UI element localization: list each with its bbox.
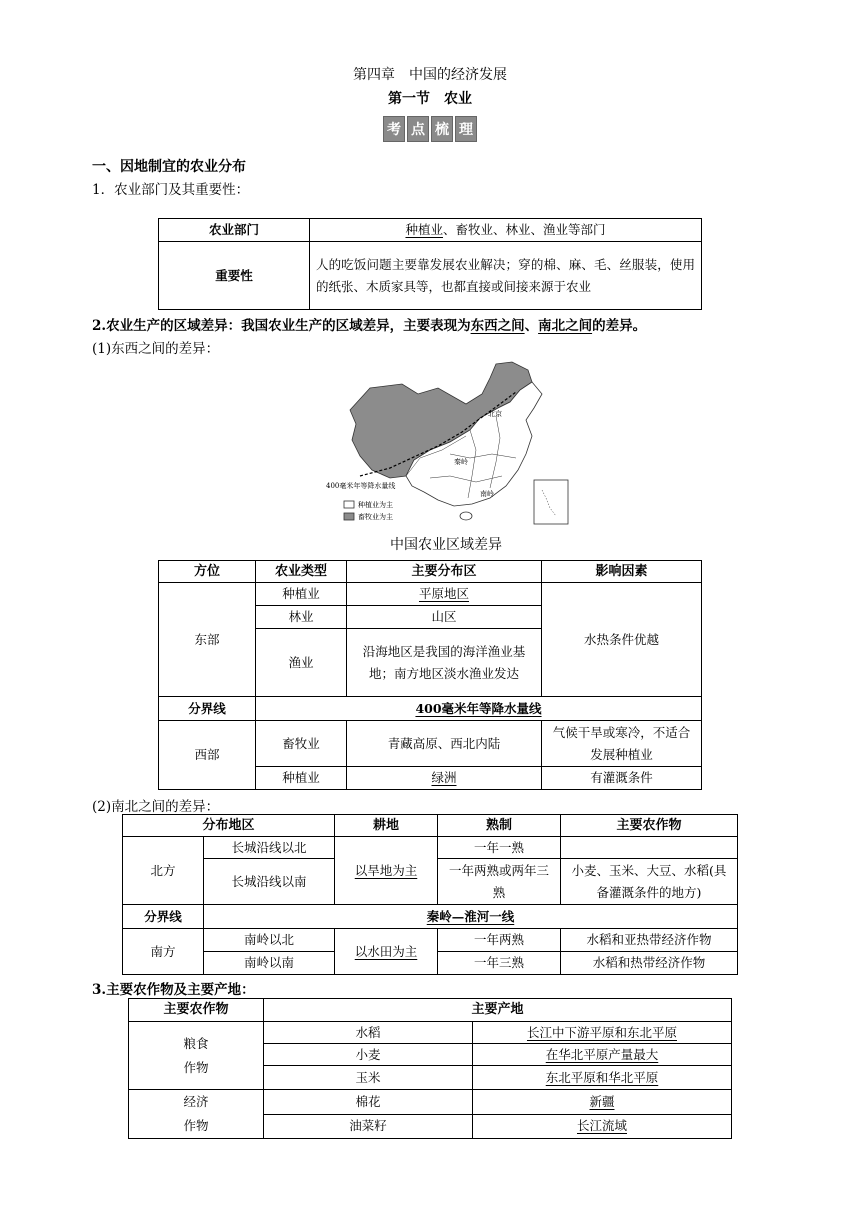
cell-econ: 经济作物 [129, 1090, 264, 1139]
cell-main [561, 837, 738, 859]
cell-north: 北方 [123, 837, 204, 905]
cell-area: 青藏高原、西北内陆 [347, 721, 542, 767]
col-header: 方位 [159, 561, 256, 583]
cell-factor: 气候干旱或寒冷，不适合发展种植业 [542, 721, 702, 767]
cell-crop: 玉米 [264, 1066, 473, 1090]
col-header: 农业类型 [256, 561, 347, 583]
cell-area: 长江流域 [473, 1114, 732, 1139]
col-header: 主要农作物 [561, 815, 738, 837]
cell-area: 长江中下游平原和东北平原 [473, 1022, 732, 1044]
col-header: 影响因素 [542, 561, 702, 583]
table-north-south [122, 814, 738, 975]
section-badge [0, 116, 860, 142]
table-sectors [158, 218, 702, 310]
cell-crop: 油菜籽 [264, 1114, 473, 1139]
map-caption: 中国农业区域差异 [390, 537, 502, 553]
cell-area: 南岭以南 [204, 952, 335, 975]
cell-land: 以旱地为主 [335, 837, 438, 905]
label-beijing: 北京 [488, 410, 502, 418]
cell-area: 沿海地区是我国的海洋渔业基地；南方地区淡水渔业发达 [347, 629, 542, 697]
badge-char: 梳 [431, 116, 453, 142]
cell-south: 南方 [123, 929, 204, 975]
item-2-2: (2)南北之间的差异： [92, 799, 220, 815]
cell-crop: 一年两熟 [438, 929, 561, 952]
cell-west: 西部 [159, 721, 256, 790]
cell-area: 山区 [347, 606, 542, 629]
south-sea-inset [534, 480, 568, 524]
item-3: 3.主要农作物及主要产地： [92, 982, 255, 998]
col-header: 主要分布区 [347, 561, 542, 583]
cell-crop: 一年一熟 [438, 837, 561, 859]
badge-char: 理 [455, 116, 477, 142]
cell-area: 新疆 [473, 1090, 732, 1115]
table-crops [128, 998, 732, 1139]
cell-importance: 人的吃饭问题主要靠发展农业解决；穿的棉、麻、毛、丝服装，使用的纸张、木质家具等，也都直接或间接来源于农业 [310, 242, 702, 310]
cell-sectors: 种植业、畜牧业、林业、渔业等部门 [310, 219, 702, 242]
label-qinling: 秦岭 [454, 458, 468, 466]
cell-crop: 小麦 [264, 1044, 473, 1066]
cell-type: 种植业 [256, 767, 347, 790]
cell-area: 长城沿线以北 [204, 837, 335, 859]
section-title: 第一节 农业 [388, 91, 472, 107]
cell-area: 绿洲 [347, 767, 542, 790]
cell-area: 东北平原和华北平原 [473, 1066, 732, 1090]
cell-main: 小麦、玉米、大豆、水稻(具备灌溉条件的地方) [561, 859, 738, 905]
cell-crop: 一年两熟或两年三熟 [438, 859, 561, 905]
cell-area: 南岭以北 [204, 929, 335, 952]
cell-grain: 粮食作物 [129, 1022, 264, 1090]
cell-area: 长城沿线以南 [204, 859, 335, 905]
cell-east: 东部 [159, 583, 256, 697]
col-header: 主要农作物 [129, 999, 264, 1022]
cell-type: 种植业 [256, 583, 347, 606]
cell-crop: 水稻 [264, 1022, 473, 1044]
cell-divider-label: 分界线 [159, 697, 256, 721]
item-2: 2.农业生产的区域差异：我国农业生产的区域差异，主要表现为东西之间、南北之间的差异。 [92, 318, 647, 334]
cell-main: 水稻和热带经济作物 [561, 952, 738, 975]
cell-type: 渔业 [256, 629, 347, 697]
label-precip-line: 400毫米年等降水量线 [326, 482, 396, 490]
col-header: 主要产地 [264, 999, 732, 1022]
legend-crop: 种植业为主 [358, 501, 393, 509]
cell-crop: 棉花 [264, 1090, 473, 1115]
cell-area: 平原地区 [347, 583, 542, 606]
cell-type: 林业 [256, 606, 347, 629]
cell-label: 农业部门 [159, 219, 310, 242]
item-2-1: (1)东西之间的差异： [92, 341, 220, 357]
cell-factor: 有灌溉条件 [542, 767, 702, 790]
chapter-title: 第四章 中国的经济发展 [353, 67, 507, 83]
heading-1: 一、因地制宜的农业分布 [92, 159, 246, 175]
item-1: 1．农业部门及其重要性： [92, 182, 250, 198]
col-header: 耕地 [335, 815, 438, 837]
cell-divider: 400毫米年等降水量线 [256, 697, 702, 721]
cell-factor: 水热条件优越 [542, 583, 702, 697]
cell-land: 以水田为主 [335, 929, 438, 975]
cell-crop: 一年三熟 [438, 952, 561, 975]
legend-grazing: 畜牧业为主 [358, 513, 393, 521]
label-nanling: 南岭 [480, 490, 494, 498]
badge-char: 点 [407, 116, 429, 142]
table-east-west [158, 560, 702, 790]
china-agriculture-map [320, 358, 572, 530]
col-header: 熟制 [438, 815, 561, 837]
cell-type: 畜牧业 [256, 721, 347, 767]
cell-main: 水稻和亚热带经济作物 [561, 929, 738, 952]
badge-char: 考 [383, 116, 405, 142]
cell-divider: 秦岭—淮河一线 [204, 905, 738, 929]
col-header: 分布地区 [123, 815, 335, 837]
cell-area: 在华北平原产量最大 [473, 1044, 732, 1066]
cell-label: 重要性 [159, 242, 310, 310]
cell-divider-label: 分界线 [123, 905, 204, 929]
